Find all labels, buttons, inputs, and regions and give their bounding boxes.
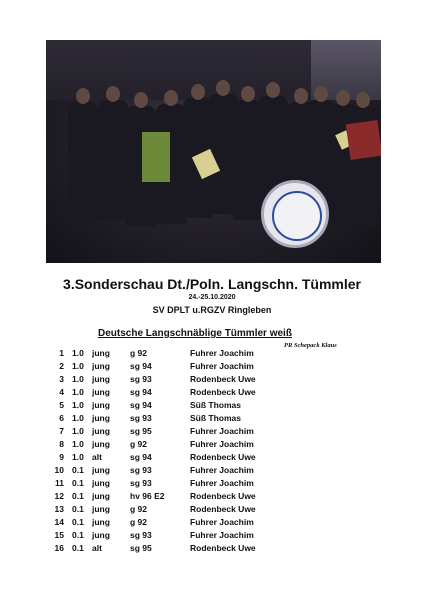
page-title: 3.Sonderschau Dt./Poln. Langschn. Tümmler: [63, 276, 361, 292]
entry-breeder: Fuhrer Joachim: [190, 517, 254, 527]
entry-number: 4: [59, 387, 64, 397]
photo-award-plate: [261, 180, 329, 248]
result-row: [0, 491, 424, 504]
photo-person-head: [294, 88, 308, 104]
entry-breeder: Rodenbeck Uwe: [190, 491, 256, 501]
entry-grade: g 92: [130, 504, 148, 514]
result-row: [0, 439, 424, 452]
entry-grade: sg 94: [130, 387, 152, 397]
group-photo: [46, 40, 381, 263]
entry-sex: 0.1: [72, 491, 84, 501]
entry-breeder: Süß Thomas: [190, 400, 242, 410]
entry-sex: 1.0: [72, 439, 84, 449]
entry-sex: 1.0: [72, 387, 84, 397]
result-row: [0, 504, 424, 517]
entry-sex: 1.0: [72, 361, 84, 371]
section-heading: Deutsche Langschnäblige Tümmler weiß: [98, 328, 292, 339]
entry-breeder: Rodenbeck Uwe: [190, 543, 256, 553]
result-row: [0, 387, 424, 400]
entry-number: 14: [54, 517, 64, 527]
result-row: [0, 348, 424, 361]
photo-red-sign: [346, 120, 381, 160]
entry-number: 7: [59, 426, 64, 436]
entry-breeder: Fuhrer Joachim: [190, 426, 254, 436]
entry-age: jung: [92, 387, 110, 397]
photo-person: [68, 102, 98, 222]
entry-grade: g 92: [130, 439, 148, 449]
entry-grade: sg 94: [130, 400, 152, 410]
organizer: SV DPLT u.RGZV Ringleben: [152, 305, 272, 315]
entry-age: jung: [92, 361, 110, 371]
photo-person-head: [216, 80, 230, 96]
entry-sex: 1.0: [72, 374, 84, 384]
result-row: [0, 426, 424, 439]
entry-grade: sg 94: [130, 452, 152, 462]
photo-person-head: [336, 90, 350, 106]
entry-age: jung: [92, 504, 110, 514]
entry-grade: sg 93: [130, 413, 152, 423]
result-row: [0, 452, 424, 465]
entry-breeder: Rodenbeck Uwe: [190, 504, 256, 514]
entry-number: 12: [54, 491, 64, 501]
entry-number: 5: [59, 400, 64, 410]
photo-person-head: [241, 86, 255, 102]
entry-sex: 0.1: [72, 504, 84, 514]
result-row: [0, 530, 424, 543]
result-row: [0, 543, 424, 556]
entry-age: jung: [92, 413, 110, 423]
entry-breeder: Fuhrer Joachim: [190, 530, 254, 540]
entry-age: jung: [92, 478, 110, 488]
entry-grade: g 92: [130, 348, 148, 358]
result-row: [0, 413, 424, 426]
event-date: 24.-25.10.2020: [188, 294, 236, 301]
entry-age: jung: [92, 439, 110, 449]
entry-number: 16: [54, 543, 64, 553]
entry-grade: sg 94: [130, 361, 152, 371]
photo-person-vest: [142, 132, 170, 182]
entry-sex: 0.1: [72, 465, 84, 475]
result-row: [0, 361, 424, 374]
entry-number: 9: [59, 452, 64, 462]
entry-sex: 1.0: [72, 452, 84, 462]
entry-sex: 0.1: [72, 478, 84, 488]
entry-number: 6: [59, 413, 64, 423]
entry-age: jung: [92, 374, 110, 384]
entry-age: jung: [92, 491, 110, 501]
result-row: [0, 465, 424, 478]
entry-age: jung: [92, 517, 110, 527]
photo-person-head: [266, 82, 280, 98]
entry-grade: sg 95: [130, 426, 152, 436]
entry-sex: 1.0: [72, 413, 84, 423]
entry-age: jung: [92, 400, 110, 410]
entry-grade: hv 96 E2: [130, 491, 165, 501]
entry-breeder: Fuhrer Joachim: [190, 478, 254, 488]
entry-number: 10: [54, 465, 64, 475]
entry-number: 1: [59, 348, 64, 358]
entry-sex: 1.0: [72, 400, 84, 410]
entry-breeder: Rodenbeck Uwe: [190, 374, 256, 384]
judge-name: PR Schepack Klaus: [284, 342, 337, 349]
photo-person-head: [314, 86, 328, 102]
entry-breeder: Fuhrer Joachim: [190, 361, 254, 371]
entry-age: jung: [92, 465, 110, 475]
photo-person-head: [164, 90, 178, 106]
entry-number: 15: [54, 530, 64, 540]
result-row: [0, 517, 424, 530]
entry-grade: sg 93: [130, 530, 152, 540]
entry-sex: 0.1: [72, 543, 84, 553]
result-row: [0, 478, 424, 491]
entry-age: jung: [92, 530, 110, 540]
entry-sex: 0.1: [72, 517, 84, 527]
entry-breeder: Süß Thomas: [190, 413, 242, 423]
entry-breeder: Fuhrer Joachim: [190, 348, 254, 358]
photo-person-head: [106, 86, 120, 102]
entry-breeder: Rodenbeck Uwe: [190, 387, 256, 397]
photo-person-head: [356, 92, 370, 108]
photo-person-head: [76, 88, 90, 104]
entry-sex: 1.0: [72, 348, 84, 358]
result-row: [0, 400, 424, 413]
entry-breeder: Fuhrer Joachim: [190, 465, 254, 475]
entry-breeder: Fuhrer Joachim: [190, 439, 254, 449]
entry-sex: 0.1: [72, 530, 84, 540]
entry-sex: 1.0: [72, 426, 84, 436]
entry-age: alt: [92, 543, 102, 553]
result-row: [0, 374, 424, 387]
entry-grade: sg 95: [130, 543, 152, 553]
entry-age: alt: [92, 452, 102, 462]
photo-person-head: [134, 92, 148, 108]
entry-grade: sg 93: [130, 465, 152, 475]
entry-breeder: Rodenbeck Uwe: [190, 452, 256, 462]
entry-age: jung: [92, 426, 110, 436]
photo-person: [98, 100, 128, 220]
entry-grade: sg 93: [130, 374, 152, 384]
entry-number: 2: [59, 361, 64, 371]
photo-person-head: [191, 84, 205, 100]
entry-number: 8: [59, 439, 64, 449]
entry-age: jung: [92, 348, 110, 358]
entry-number: 3: [59, 374, 64, 384]
entry-grade: g 92: [130, 517, 148, 527]
entry-grade: sg 93: [130, 478, 152, 488]
entry-number: 11: [55, 478, 64, 488]
entry-number: 13: [54, 504, 64, 514]
